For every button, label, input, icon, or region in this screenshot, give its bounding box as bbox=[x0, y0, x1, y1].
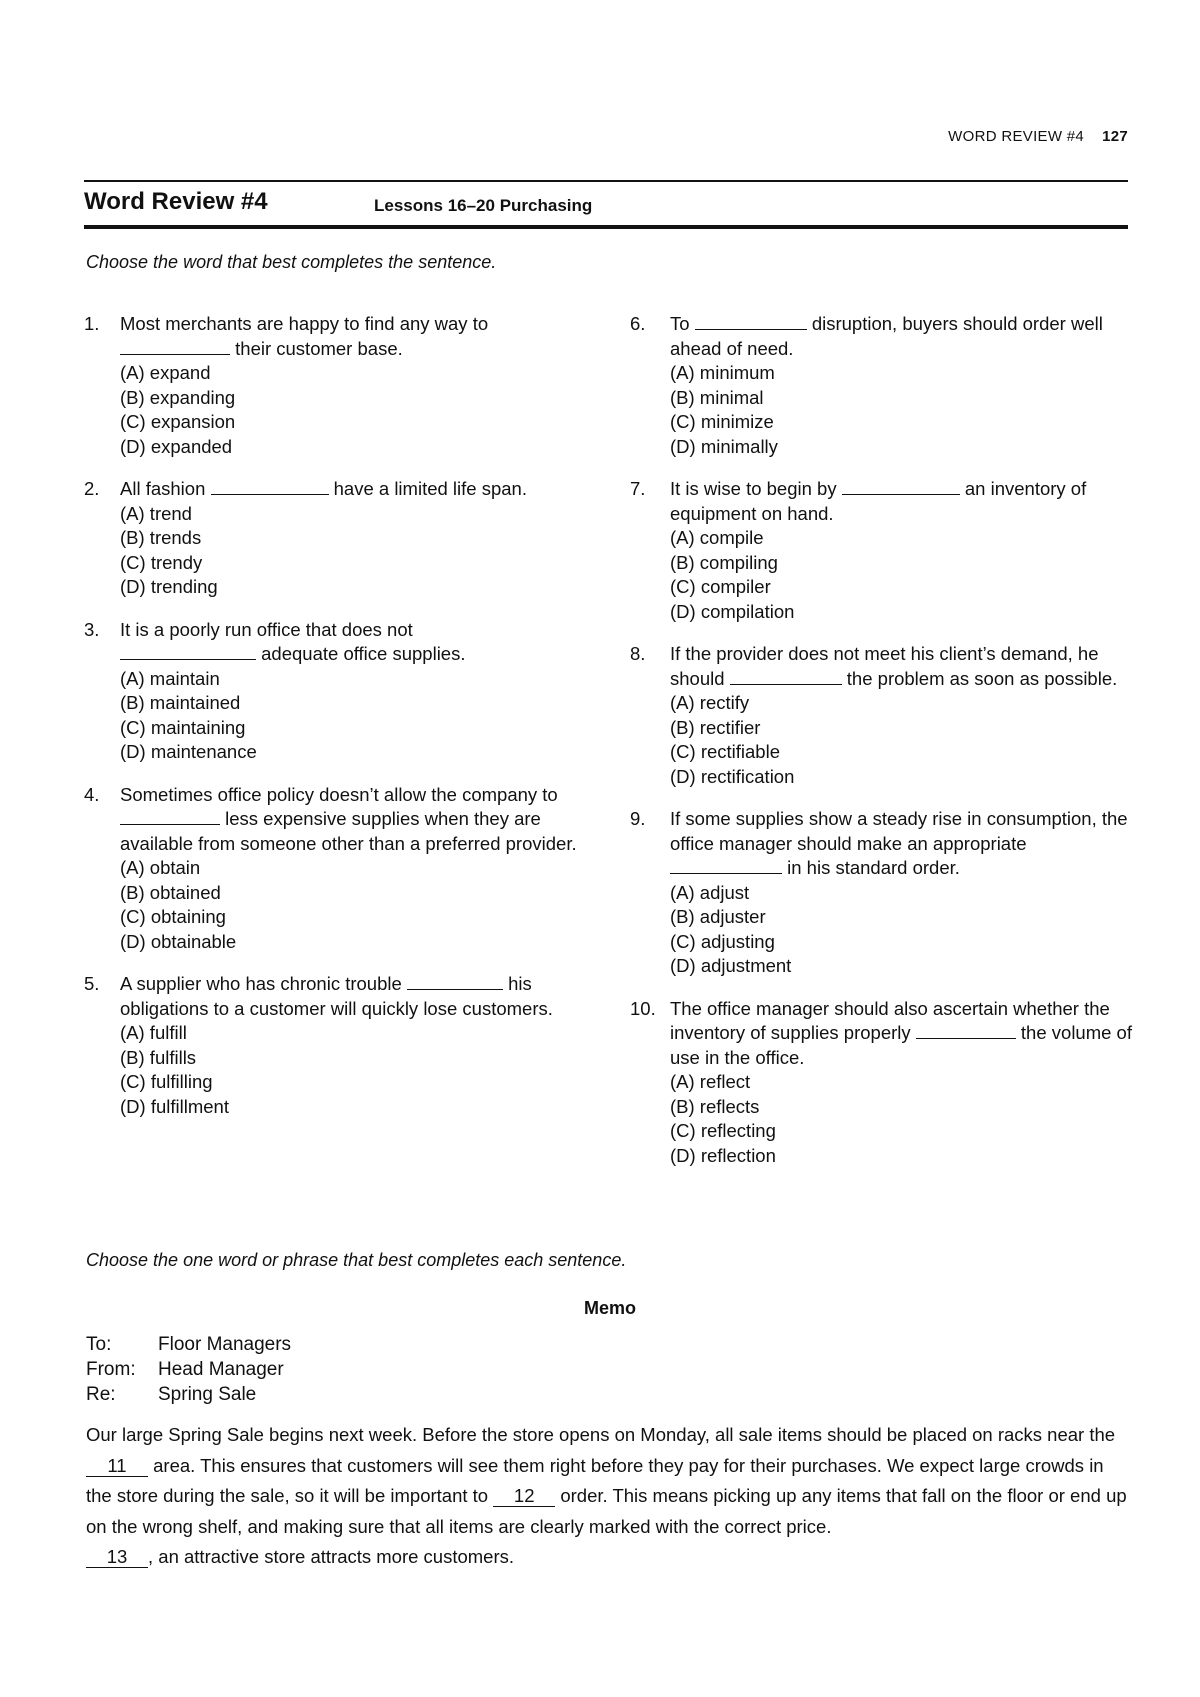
option-c: (C) minimize bbox=[670, 411, 774, 432]
running-head-text: WORD REVIEW #4 bbox=[948, 128, 1085, 145]
question-number: 6. bbox=[630, 313, 646, 334]
question-8 bbox=[630, 642, 1134, 789]
option-d: (D) trending bbox=[120, 576, 218, 597]
option-c: (C) expansion bbox=[120, 411, 236, 432]
memo-body-text: area. This ensures that customers will see them right before they pay for their purchases. We expect large crowds in the store during the sale, so it will be important to bbox=[86, 1454, 1104, 1506]
memo-to-value: Floor Managers bbox=[158, 1334, 292, 1355]
option-c: (C) adjusting bbox=[670, 930, 775, 952]
question-6 bbox=[630, 312, 1134, 459]
question-stem: It is a poorly run office that does not adequate office supplies. bbox=[120, 618, 466, 664]
answer-blank bbox=[211, 478, 329, 495]
answer-blank bbox=[730, 668, 842, 685]
option-c: (C) trendy bbox=[120, 551, 203, 573]
question-number: 3. bbox=[84, 618, 100, 640]
option-d: (D) maintenance bbox=[120, 741, 257, 762]
memo-from-line bbox=[86, 1357, 291, 1382]
option-c: (C) maintaining bbox=[120, 716, 246, 738]
question-stem: If the provider does not meet his client’s demand, he should the problem as soon as possible. bbox=[670, 643, 1118, 689]
question-2 bbox=[84, 477, 584, 600]
option-a: (A) fulfill bbox=[120, 1022, 187, 1043]
question-1 bbox=[84, 312, 584, 459]
answer-blank bbox=[120, 338, 230, 355]
questions-right-column bbox=[630, 312, 1134, 1186]
memo-to-label: To: bbox=[86, 1334, 112, 1355]
memo-from-value: Head Manager bbox=[158, 1359, 284, 1380]
question-number: 9. bbox=[630, 808, 646, 829]
answer-blank bbox=[916, 1022, 1016, 1039]
question-3 bbox=[84, 618, 584, 765]
answer-blank bbox=[407, 973, 503, 990]
answer-blank bbox=[695, 313, 807, 330]
option-b: (B) adjuster bbox=[670, 906, 766, 927]
memo-body-text: , an attractive store attracts more customers. bbox=[148, 1546, 515, 1567]
memo-re-label: Re: bbox=[86, 1384, 116, 1405]
question-stem: A supplier who has chronic trouble his obligations to a customer will quickly lose customers. bbox=[120, 973, 553, 1019]
page-subtitle: Lessons 16–20 Purchasing bbox=[374, 196, 593, 215]
option-d: (D) obtainable bbox=[120, 930, 237, 952]
instruction-2: Choose the one word or phrase that best completes each sentence. bbox=[86, 1250, 627, 1270]
blank-13: 13 bbox=[86, 1547, 148, 1568]
question-stem: All fashion have a limited life span. bbox=[120, 478, 527, 499]
question-number: 1. bbox=[84, 313, 100, 334]
blank-12: 12 bbox=[493, 1486, 555, 1507]
question-7 bbox=[630, 477, 1134, 624]
memo-body bbox=[86, 1420, 1134, 1573]
page-number: 127 bbox=[1102, 128, 1128, 145]
answer-blank bbox=[842, 478, 960, 495]
option-c: (C) reflecting bbox=[670, 1120, 776, 1141]
option-a: (A) reflect bbox=[670, 1071, 751, 1092]
option-d: (D) expanded bbox=[120, 435, 233, 457]
option-b: (B) rectifier bbox=[670, 716, 761, 738]
question-stem: Sometimes office policy doesn’t allow the company to less expensive supplies when they are available from someone other than a preferred provider. bbox=[120, 783, 577, 854]
question-4 bbox=[84, 783, 584, 955]
header bbox=[84, 188, 1128, 216]
question-number: 7. bbox=[630, 478, 646, 499]
question-number: 10. bbox=[630, 997, 656, 1019]
option-d: (D) minimally bbox=[670, 435, 778, 457]
option-b: (B) compiling bbox=[670, 551, 778, 573]
memo-header bbox=[86, 1332, 291, 1407]
question-10 bbox=[630, 997, 1134, 1169]
option-a: (A) rectify bbox=[670, 692, 750, 713]
option-a: (A) trend bbox=[120, 502, 192, 524]
blank-11: 11 bbox=[86, 1456, 148, 1477]
option-b: (B) minimal bbox=[670, 386, 764, 408]
option-a: (A) obtain bbox=[120, 857, 201, 878]
instruction-1: Choose the word that best completes the sentence. bbox=[86, 252, 497, 272]
option-b: (B) reflects bbox=[670, 1095, 760, 1117]
memo-body-text: Our large Spring Sale begins next week. Before the store opens on Monday, all sale items should be placed on racks near the bbox=[86, 1424, 1116, 1445]
question-stem: If some supplies show a steady rise in consumption, the office manager should make an appropriate in his standard order. bbox=[670, 808, 1128, 878]
question-stem: It is wise to begin by an inventory of equipment on hand. bbox=[670, 478, 1087, 524]
question-stem: To disruption, buyers should order well ahead of need. bbox=[670, 313, 1103, 359]
option-d: (D) adjustment bbox=[670, 955, 792, 976]
questions-left-column bbox=[84, 312, 584, 1137]
question-number: 5. bbox=[84, 973, 100, 994]
memo-body-text: order. This means picking up any items that fall on the floor or end up on the wrong shelf, and making sure that all items are clearly marked with the correct price. bbox=[86, 1485, 1127, 1537]
option-c: (C) rectifiable bbox=[670, 741, 780, 762]
option-b: (B) expanding bbox=[120, 386, 236, 408]
option-d: (D) fulfillment bbox=[120, 1095, 229, 1117]
option-b: (B) trends bbox=[120, 527, 202, 548]
header-rule-top bbox=[84, 180, 1128, 182]
option-d: (D) rectification bbox=[670, 765, 795, 787]
option-c: (C) fulfilling bbox=[120, 1071, 213, 1092]
question-stem: The office manager should also ascertain whether the inventory of supplies properly the volume of use in the office. bbox=[670, 997, 1132, 1068]
memo-to-line bbox=[86, 1332, 291, 1357]
page-title: Word Review #4 bbox=[84, 188, 268, 215]
option-d: (D) compilation bbox=[670, 600, 795, 622]
answer-blank bbox=[120, 808, 220, 825]
option-b: (B) maintained bbox=[120, 692, 241, 713]
question-number: 2. bbox=[84, 478, 100, 499]
option-a: (A) maintain bbox=[120, 667, 220, 689]
question-number: 4. bbox=[84, 783, 100, 805]
answer-blank bbox=[120, 643, 256, 660]
option-d: (D) reflection bbox=[670, 1144, 776, 1166]
question-stem: Most merchants are happy to find any way to their customer base. bbox=[120, 313, 489, 359]
option-a: (A) adjust bbox=[670, 881, 750, 903]
option-c: (C) obtaining bbox=[120, 906, 226, 927]
memo-title: Memo bbox=[583, 1298, 636, 1318]
question-number: 8. bbox=[630, 643, 646, 664]
header-rule-bottom bbox=[84, 225, 1128, 229]
memo-from-label: From: bbox=[86, 1359, 136, 1380]
running-head bbox=[948, 128, 1128, 145]
answer-blank bbox=[670, 857, 782, 874]
memo-re-line bbox=[86, 1382, 291, 1407]
question-5 bbox=[84, 972, 584, 1119]
question-9 bbox=[630, 807, 1134, 979]
memo-re-value: Spring Sale bbox=[158, 1384, 257, 1405]
option-c: (C) compiler bbox=[670, 576, 771, 597]
option-b: (B) obtained bbox=[120, 881, 221, 903]
option-b: (B) fulfills bbox=[120, 1046, 197, 1068]
option-a: (A) expand bbox=[120, 362, 211, 383]
option-a: (A) minimum bbox=[670, 362, 775, 383]
option-a: (A) compile bbox=[670, 527, 764, 548]
